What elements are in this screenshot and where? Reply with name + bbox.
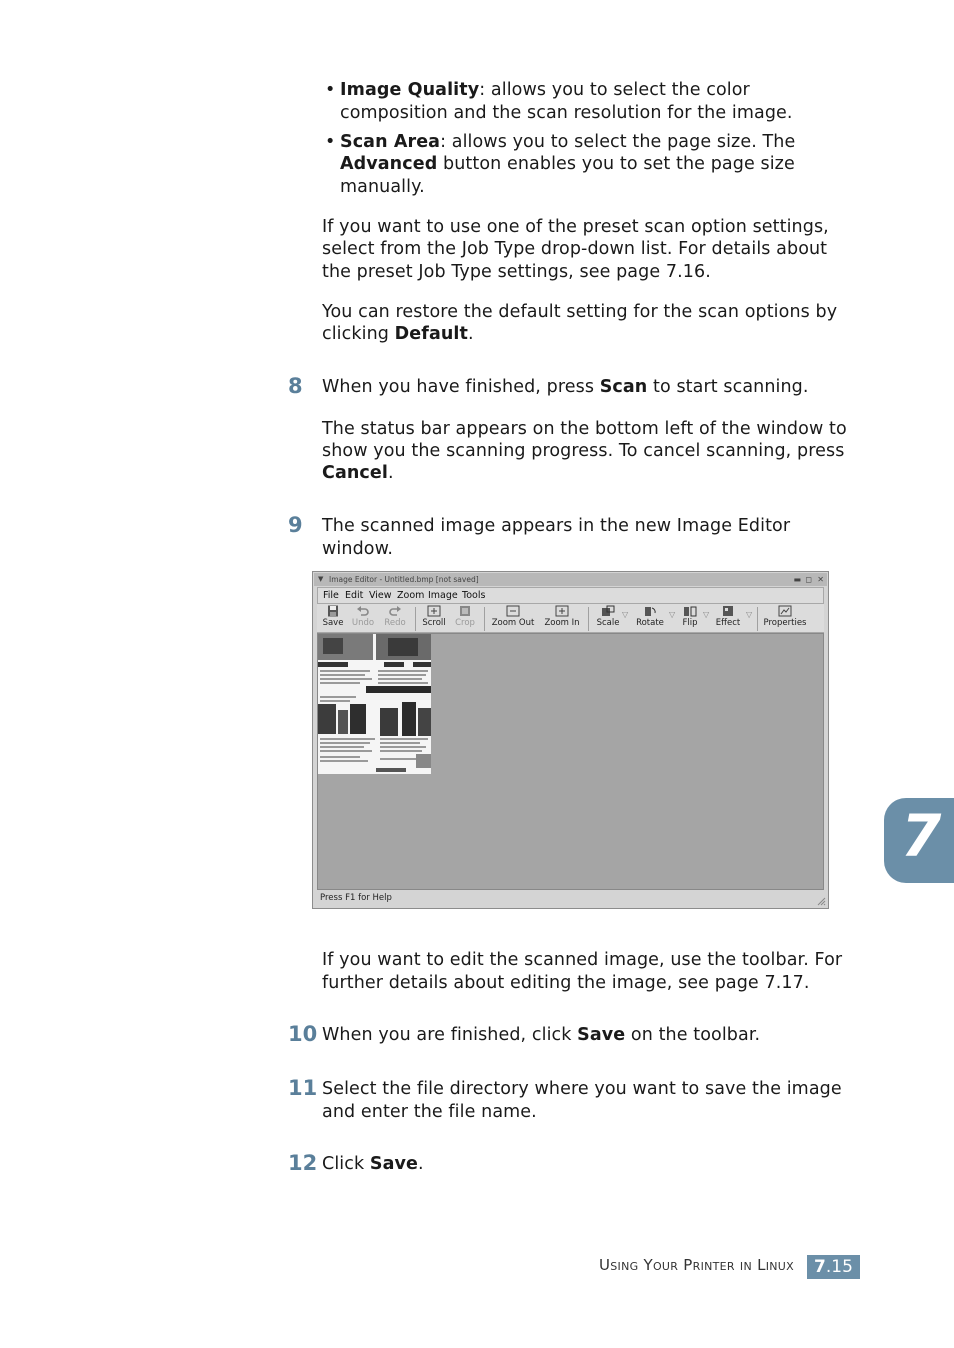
redo-icon (388, 605, 402, 617)
step-number-11: 11 (288, 1076, 318, 1100)
bullet-marker: • (325, 132, 336, 152)
restore-paragraph-line: clicking Default. (322, 324, 474, 344)
scale-tool-button[interactable]: Scale (593, 605, 623, 628)
bullet-scan-area-cont2: manually. (340, 177, 425, 197)
preset-paragraph-line: select from the Job Type drop-down list. For details about (322, 239, 828, 259)
rotate-tool-button[interactable]: Rotate (633, 605, 667, 628)
step-number-9: 9 (288, 513, 303, 537)
scroll-tool-button[interactable]: Scroll (420, 605, 448, 628)
status-bar: Press F1 for Help (320, 893, 392, 903)
term-image-quality: Image Quality (340, 80, 480, 100)
image-canvas[interactable] (317, 633, 824, 890)
close-icon[interactable]: ✕ (817, 575, 824, 584)
effect-dropdown-icon[interactable]: ▽ (746, 610, 753, 619)
step-11-text: Select the file directory where you want to save the image (322, 1079, 842, 1099)
resize-grip-icon[interactable] (817, 897, 826, 906)
edit-paragraph-line: further details about editing the image, see page 7.17. (322, 973, 810, 993)
menu-zoom[interactable]: Zoom (397, 590, 425, 601)
image-editor-window (312, 571, 829, 909)
window-title: Image Editor - Untitled.bmp [not saved] (329, 575, 479, 584)
page-number: 7.15 (807, 1255, 860, 1279)
menu-image[interactable]: Image (428, 590, 458, 601)
bullet-image-quality: Image Quality: allows you to select the color (340, 80, 750, 100)
bullet-scan-area-cont: Advanced button enables you to set the page size (340, 154, 795, 174)
toolbar-separator (415, 607, 416, 631)
edit-paragraph-line: If you want to edit the scanned image, use the toolbar. For (322, 950, 843, 970)
scanned-image-thumbnail (318, 634, 431, 774)
chapter-tab (884, 798, 954, 883)
term-scan-area: Scan Area (340, 132, 441, 152)
step-9-text: The scanned image appears in the new Image Editor (322, 516, 791, 536)
scale-icon (601, 605, 615, 617)
zoom-out-icon (506, 605, 520, 617)
restore-paragraph-line: You can restore the default setting for the scan options by (322, 302, 838, 322)
preset-paragraph-line: the preset Job Type settings, see page 7.16. (322, 262, 711, 282)
step-8-text: When you have finished, press Scan to start scanning. (322, 377, 809, 397)
rotate-icon (643, 605, 657, 617)
effect-icon (721, 605, 735, 617)
zoom-in-tool-button[interactable]: Zoom In (542, 605, 582, 628)
bullet-image-quality-cont: composition and the scan resolution for the image. (340, 103, 793, 123)
toolbar-separator (757, 607, 758, 631)
save-tool-button[interactable]: Save (320, 605, 346, 628)
flip-icon (683, 605, 697, 617)
status-paragraph-line: The status bar appears on the bottom left of the window to (322, 419, 847, 439)
menu-edit[interactable]: Edit (345, 590, 364, 601)
toolbar (317, 604, 824, 633)
window-titlebar (314, 573, 827, 586)
scale-dropdown-icon[interactable]: ▽ (622, 610, 629, 619)
step-number-12: 12 (288, 1151, 318, 1175)
toolbar-separator (484, 607, 485, 631)
step-number-8: 8 (288, 374, 303, 398)
zoom-in-icon (555, 605, 569, 617)
step-number-10: 10 (288, 1022, 318, 1046)
step-9-text-cont: window. (322, 539, 394, 559)
menu-bar (317, 587, 824, 604)
flip-tool-button[interactable]: Flip (679, 605, 701, 628)
zoom-out-tool-button[interactable]: Zoom Out (489, 605, 537, 628)
undo-icon (356, 605, 370, 617)
undo-tool-button[interactable]: Undo (349, 605, 377, 628)
step-12-text: Click Save. (322, 1154, 424, 1174)
minimize-icon[interactable]: ▬ (793, 575, 801, 584)
bullet-scan-area: Scan Area: allows you to select the page size. The (340, 132, 796, 152)
step-10-text: When you are finished, click Save on the toolbar. (322, 1025, 761, 1045)
menu-file[interactable]: File (323, 590, 339, 601)
rotate-dropdown-icon[interactable]: ▽ (669, 610, 676, 619)
bullet-marker: • (325, 80, 336, 100)
flip-dropdown-icon[interactable]: ▽ (703, 610, 710, 619)
step-11-text-cont: and enter the file name. (322, 1102, 537, 1122)
menu-view[interactable]: View (369, 590, 392, 601)
status-paragraph-line: show you the scanning progress. To cancel scanning, press (322, 441, 845, 461)
chapter-number: 7 (901, 802, 942, 870)
maximize-icon[interactable]: ◻ (805, 575, 812, 584)
effect-tool-button[interactable]: Effect (713, 605, 743, 628)
crop-tool-button[interactable]: Crop (452, 605, 478, 628)
crop-icon (458, 605, 472, 617)
save-icon (326, 605, 340, 617)
scroll-icon (427, 605, 441, 617)
footer-title: Using Your Printer in Linux (598, 1256, 794, 1274)
window-menu-icon[interactable]: ▼ (318, 575, 324, 583)
redo-tool-button[interactable]: Redo (381, 605, 409, 628)
properties-icon (778, 605, 792, 617)
menu-tools[interactable]: Tools (462, 590, 486, 601)
properties-tool-button[interactable]: Properties (763, 605, 807, 628)
status-paragraph-line: Cancel. (322, 463, 394, 483)
preset-paragraph-line: If you want to use one of the preset scan option settings, (322, 217, 829, 237)
toolbar-separator (588, 607, 589, 631)
